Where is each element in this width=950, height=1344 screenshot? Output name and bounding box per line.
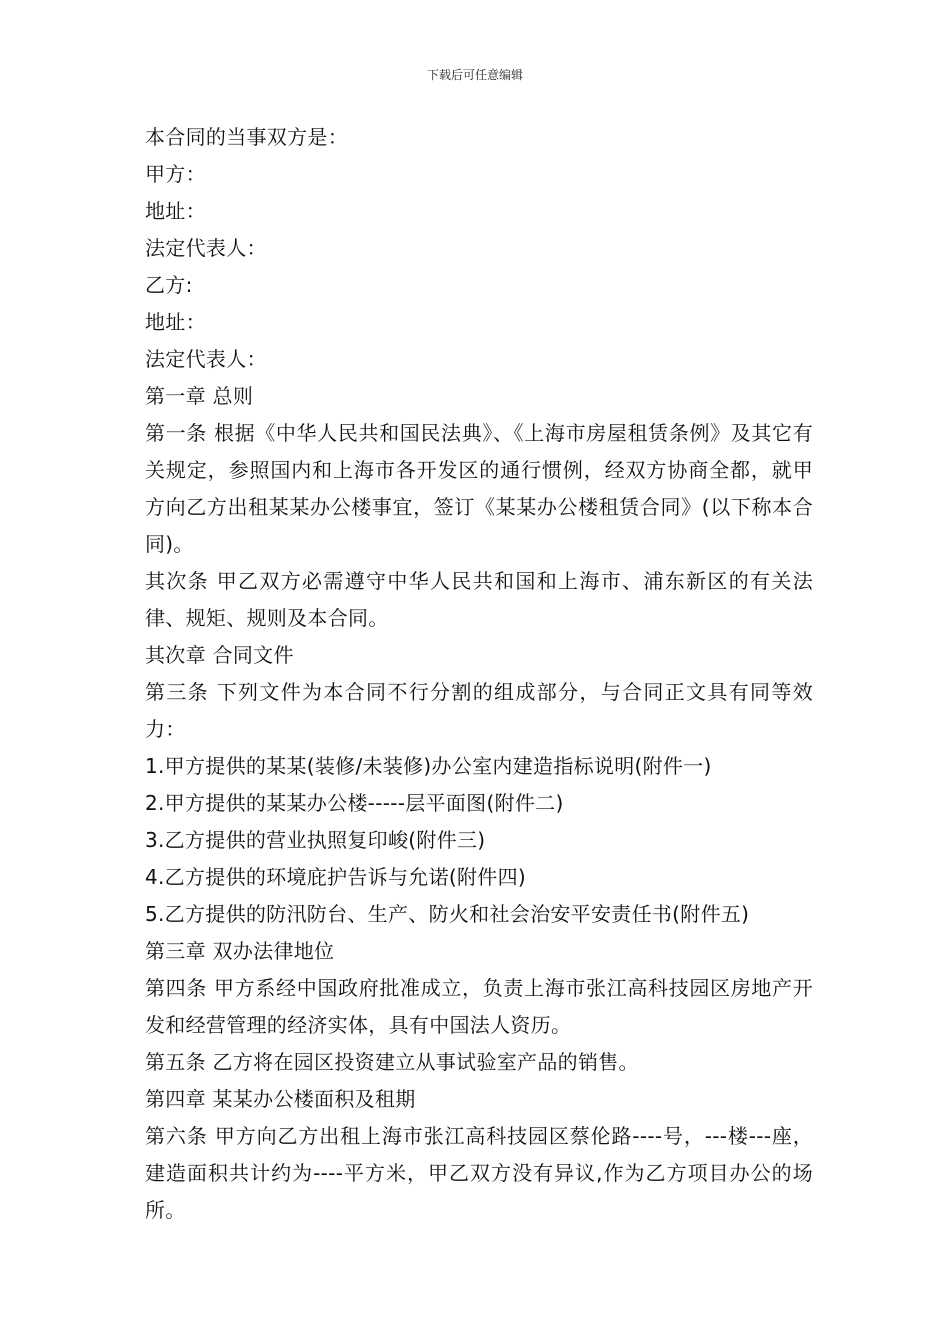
chapter-heading-1: 第一章 总则: [145, 384, 254, 408]
paragraph-party-b: 乙方:: [145, 273, 193, 297]
chapter-heading-2: 其次章 合同文件: [145, 643, 294, 667]
chapter-heading-3: 第三章 双办法律地位: [145, 939, 335, 963]
article-2: 其次条 甲乙双方必需遵守中华人民共和国和上海市、浦东新区的有关法律、规矩、规则及本合同。: [145, 569, 813, 630]
article-4: 第四条 甲方系经中国政府批准成立，负责上海市张江高科技园区房地产开发和经营管理的经济实体，具有中国法人资历。: [145, 976, 813, 1037]
article-5: 第五条 乙方将在园区投资建立从事试验室产品的销售。: [145, 1050, 639, 1074]
page-header: 下载后可任意编辑: [426, 68, 523, 82]
list-item-attachment-3: 3.乙方提供的营业执照复印峻(附件三): [145, 828, 486, 852]
chapter-heading-4: 第四章 某某办公楼面积及租期: [145, 1087, 416, 1111]
list-item-attachment-2: 2.甲方提供的某某办公楼-----层平面图(附件二): [145, 791, 564, 815]
document-body: [145, 119, 813, 1229]
paragraph-party-b-representative: 法定代表人：: [145, 347, 267, 371]
paragraph-party-b-address: 地址：: [145, 310, 206, 334]
article-6: 第六条 甲方向乙方出租上海市张江高科技园区蔡伦路----号，---楼---座，建造面积共计约为----平方米，甲乙双方没有异议,作为乙方项目办公的场所。: [145, 1124, 813, 1222]
list-item-attachment-1: 1.甲方提供的某某(装修/未装修)办公室内建造指标说明(附件一): [145, 754, 712, 778]
list-item-attachment-5: 5.乙方提供的防汛防台、生产、防火和社会治安平安责任书(附件五): [145, 902, 750, 926]
article-3: 第三条 下列文件为本合同不行分割的组成部分，与合同正文具有同等效力：: [145, 680, 813, 741]
list-item-attachment-4: 4.乙方提供的环境庇护告诉与允诺(附件四): [145, 865, 526, 889]
paragraph-party-a-address: 地址：: [145, 199, 206, 223]
paragraph-party-a-representative: 法定代表人：: [145, 236, 267, 260]
article-1: 第一条 根据《中华人民共和国民法典》、《上海市房屋租赁条例》及其它有关规定，参照国内和上海市各开发区的通行惯例，经双方协商全都，就甲方向乙方出租某某办公楼事宜，签订《某某办公楼租赁合同》(以下称本合同)。: [145, 421, 813, 556]
paragraph-party-a: 甲方：: [145, 162, 206, 186]
paragraph-parties-intro: 本合同的当事双方是：: [145, 125, 348, 149]
